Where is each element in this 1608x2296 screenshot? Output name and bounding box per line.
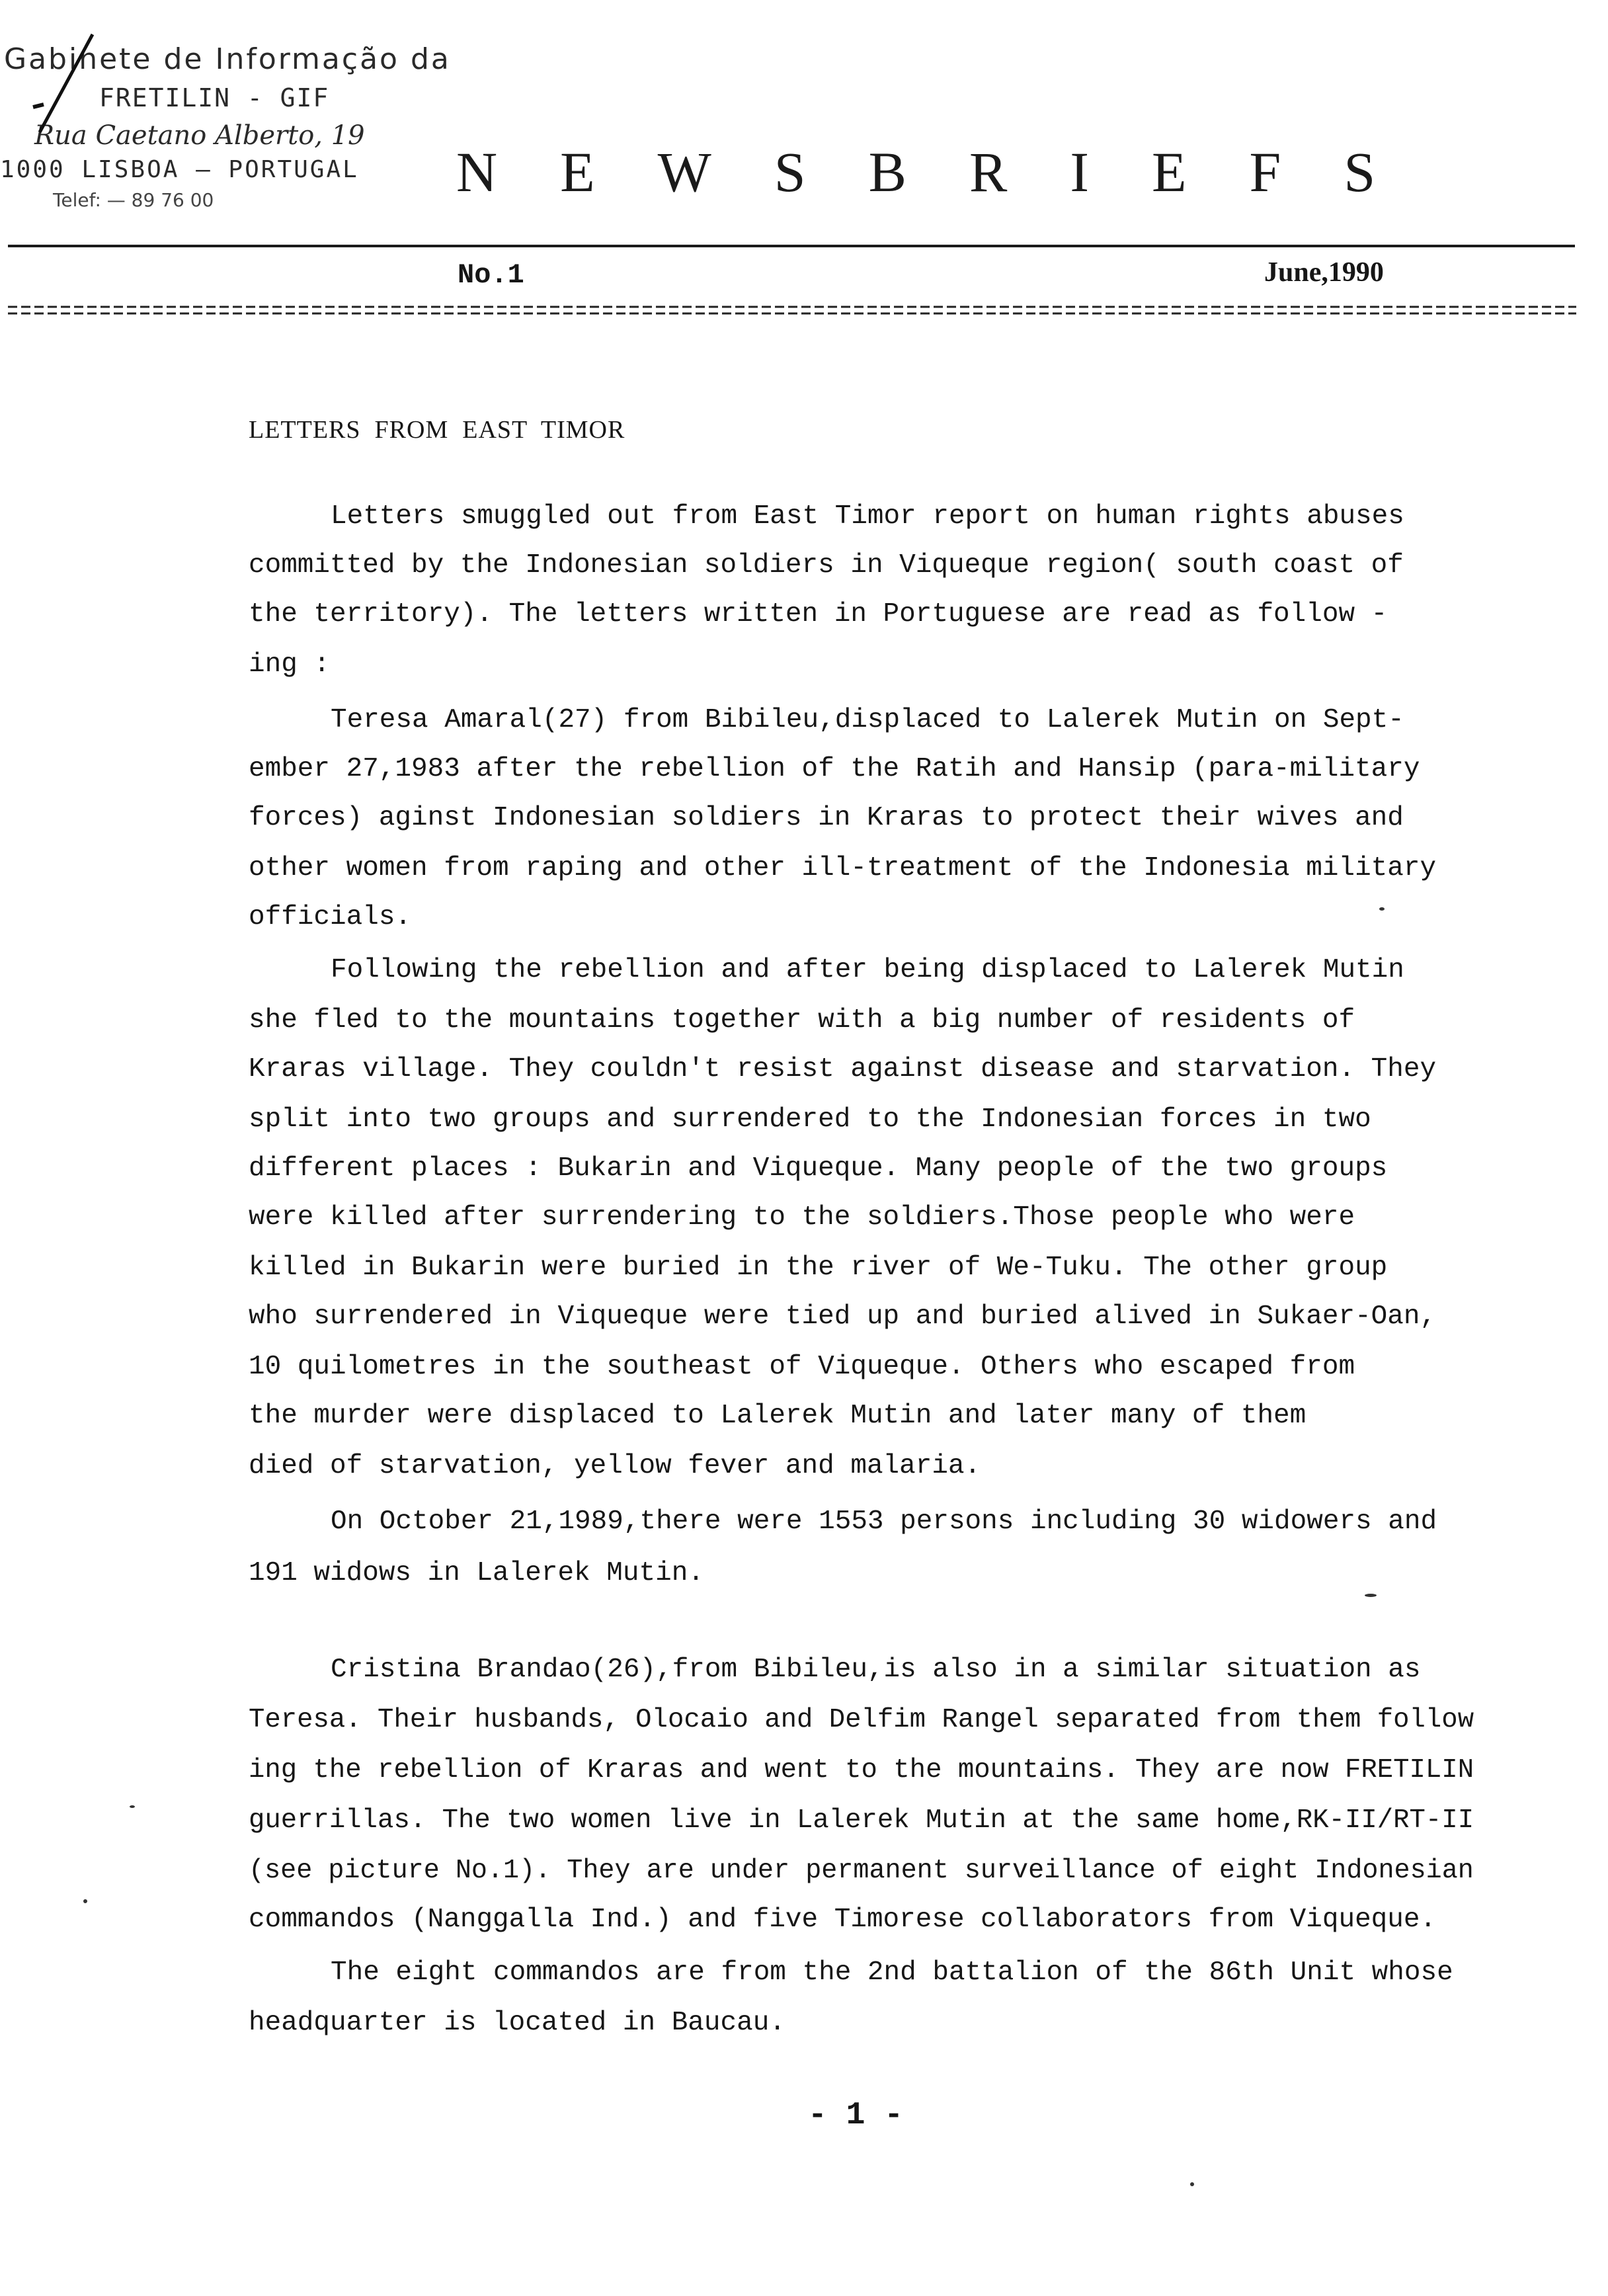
article-line: Cristina Brandao(26),from Bibileu,is also in a similar situation as bbox=[331, 1655, 1421, 1685]
article-heading: LETTERS FROM EAST TIMOR bbox=[249, 416, 625, 444]
scan-speck bbox=[130, 1805, 135, 1808]
page-number: - 1 - bbox=[808, 2098, 904, 2133]
stamp-office-name: Gabinete de Informação da bbox=[4, 42, 451, 76]
article-line: On October 21,1989,there were 1553 persons including 30 widowers and bbox=[331, 1506, 1437, 1537]
issue-date: June,1990 bbox=[1264, 257, 1384, 288]
article-line: 10 quilometres in the southeast of Viqueque. Others who escaped from bbox=[249, 1352, 1355, 1382]
stamp-city-country: 1000 LISBOA — PORTUGAL bbox=[0, 156, 359, 183]
masthead-title: NEWSBRIEFS bbox=[456, 140, 1439, 204]
article-line: Kraras village. They couldn't resist against disease and starvation. They bbox=[249, 1054, 1437, 1085]
double-dashed-rule bbox=[8, 303, 1576, 319]
scan-speck bbox=[1365, 1594, 1377, 1597]
article-line: ember 27,1983 after the rebellion of the Ratih and Hansip (para-military bbox=[249, 754, 1420, 784]
letterhead-stamp bbox=[0, 33, 451, 225]
article-line: who surrendered in Viqueque were tied up and buried alived in Sukaer-Oan, bbox=[249, 1301, 1437, 1332]
article-line: forces) aginst Indonesian soldiers in Kraras to protect their wives and bbox=[249, 803, 1404, 833]
article-line: killed in Bukarin were buried in the river of We-Tuku. The other group bbox=[249, 1252, 1388, 1283]
stamp-telephone: Telef: — 89 76 00 bbox=[53, 189, 214, 211]
article-line: the territory). The letters written in Portuguese are read as follow - bbox=[249, 599, 1388, 630]
article-line: headquarter is located in Baucau. bbox=[249, 2008, 785, 2038]
article-line: ing : bbox=[249, 649, 331, 680]
stamp-organization: FRETILIN - GIF bbox=[99, 83, 330, 112]
scan-speck bbox=[1190, 2182, 1194, 2186]
article-line: different places : Bukarin and Viqueque. Many people of the two groups bbox=[249, 1153, 1388, 1184]
masthead-rule bbox=[8, 245, 1575, 247]
article-line: (see picture No.1). They are under permanent surveillance of eight Indonesian bbox=[249, 1856, 1474, 1886]
article-line: split into two groups and surrendered to the Indonesian forces in two bbox=[249, 1104, 1371, 1135]
stamp-street-address: Rua Caetano Alberto, 19 bbox=[34, 120, 365, 151]
article-line: she fled to the mountains together with a big number of residents of bbox=[249, 1005, 1355, 1036]
scan-speck bbox=[83, 1899, 87, 1903]
scan-speck bbox=[1379, 907, 1385, 911]
article-line: the murder were displaced to Lalerek Mutin and later many of them bbox=[249, 1401, 1306, 1431]
article-line: Teresa Amaral(27) from Bibileu,displaced to Lalerek Mutin on Sept- bbox=[331, 705, 1404, 735]
issue-number: No.1 bbox=[458, 259, 524, 291]
article-line: Teresa. Their husbands, Olocaio and Delfim Rangel separated from them follow bbox=[249, 1705, 1474, 1735]
article-line: Following the rebellion and after being displaced to Lalerek Mutin bbox=[331, 955, 1404, 985]
article-line: 191 widows in Lalerek Mutin. bbox=[249, 1558, 704, 1588]
pen-slash-mark bbox=[26, 33, 99, 139]
article-line: died of starvation, yellow fever and malaria. bbox=[249, 1451, 981, 1481]
article-line: officials. bbox=[249, 902, 412, 932]
article-line: committed by the Indonesian soldiers in Viqueque region( south coast of bbox=[249, 550, 1404, 581]
article-line: ing the rebellion of Kraras and went to the mountains. They are now FRETILIN bbox=[249, 1755, 1474, 1785]
article-line: Letters smuggled out from East Timor report on human rights abuses bbox=[331, 501, 1404, 532]
article-line: were killed after surrendering to the soldiers.Those people who were bbox=[249, 1202, 1355, 1233]
article-line: guerrillas. The two women live in Lalerek Mutin at the same home,RK-II/RT-II bbox=[249, 1805, 1474, 1836]
article-line: The eight commandos are from the 2nd battalion of the 86th Unit whose bbox=[331, 1957, 1453, 1988]
article-line: other women from raping and other ill-treatment of the Indonesia military bbox=[249, 853, 1437, 883]
article-line: commandos (Nanggalla Ind.) and five Timorese collaborators from Viqueque. bbox=[249, 1905, 1437, 1935]
